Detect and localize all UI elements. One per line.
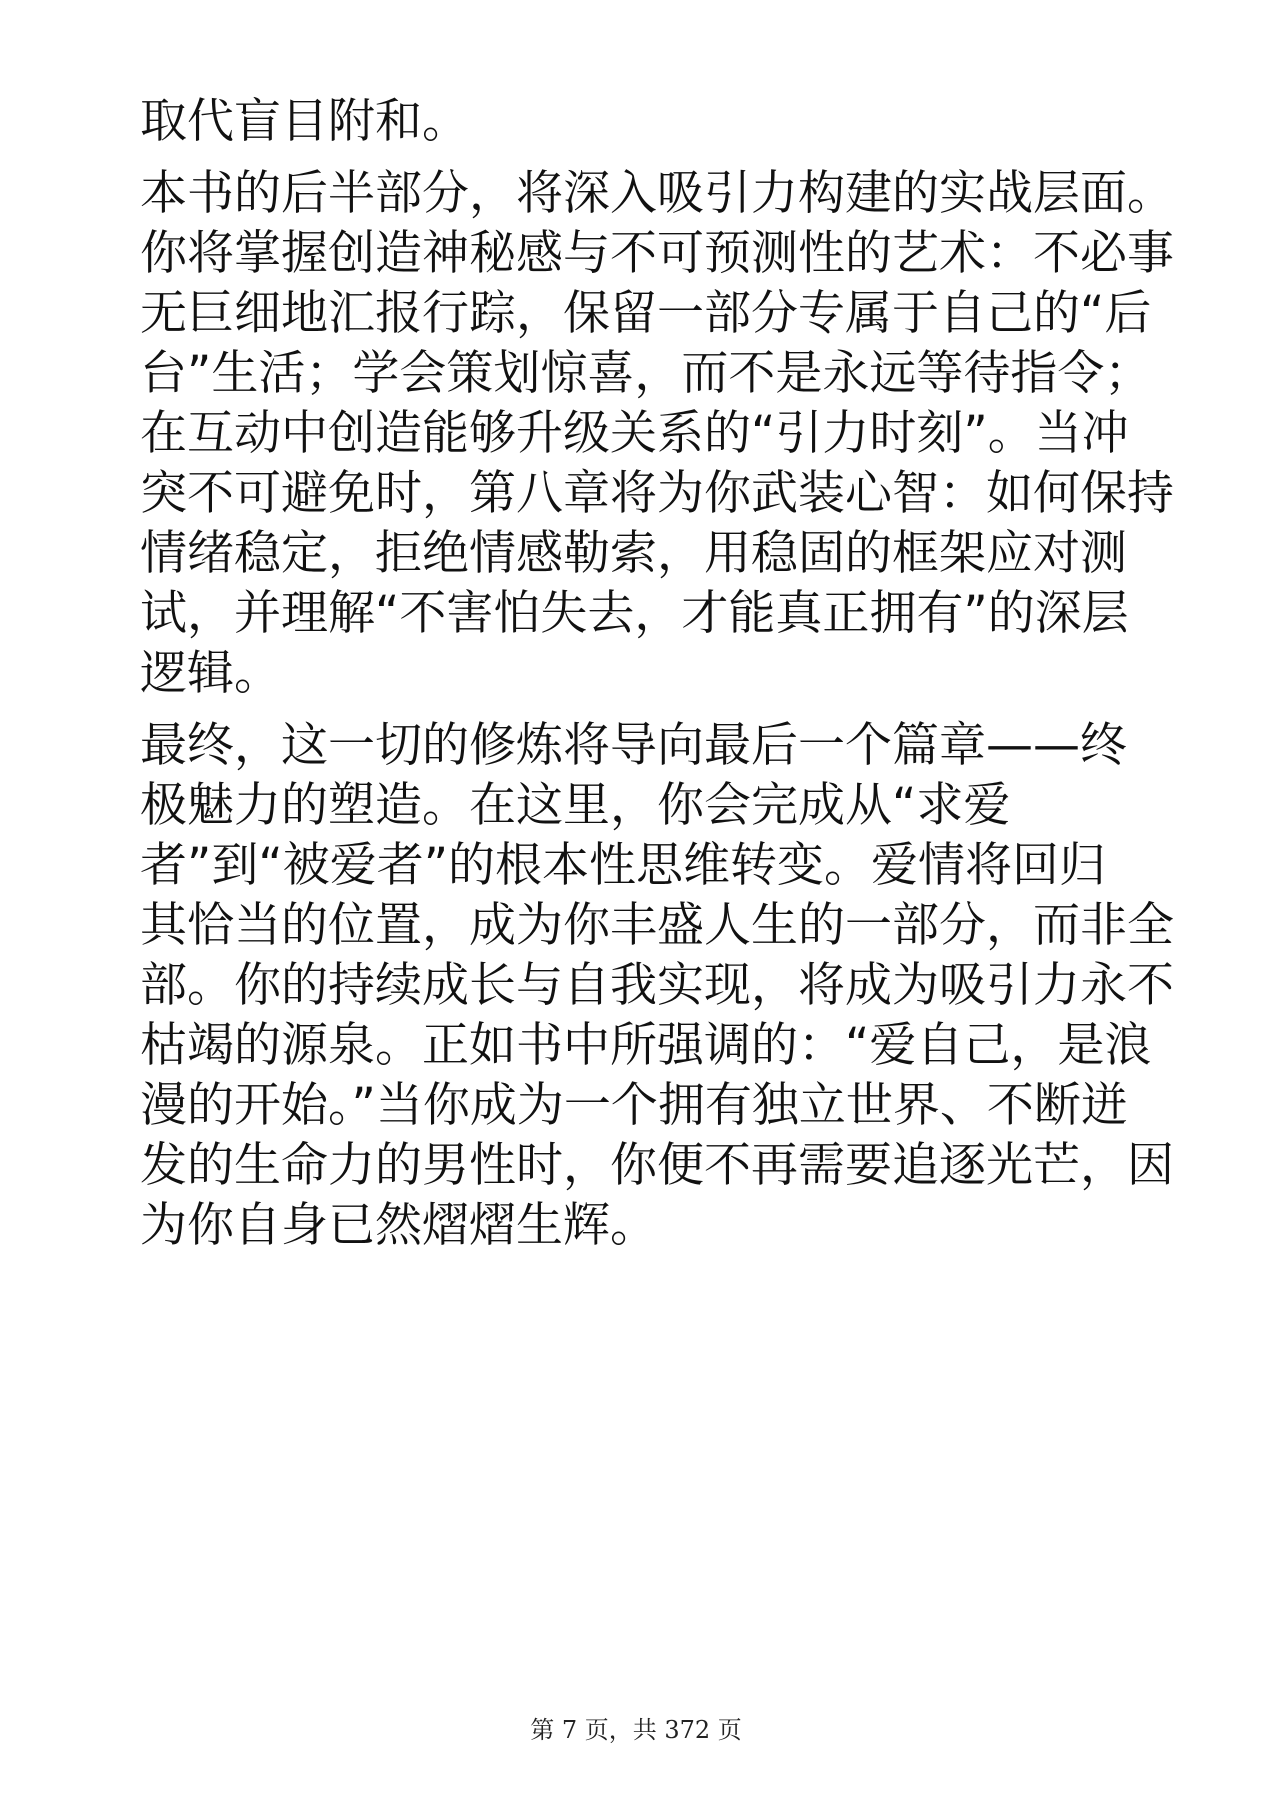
text-line: 枯竭的源泉。正如书中所强调的：“爱自己，是浪	[140, 1018, 1152, 1073]
text-line: 为你自身已然熠熠生辉。	[140, 1198, 657, 1253]
text-line: 其恰当的位置，成为你丰盛人生的一部分，而非全	[140, 898, 1174, 953]
body-text	[140, 92, 1174, 1268]
text-line: 取代盲目附和。	[140, 94, 469, 149]
page-number-footer: 第 7 页，共 372 页	[530, 1716, 742, 1744]
text-line: 无巨细地汇报行踪，保留一部分专属于自己的“后	[140, 286, 1152, 341]
text-line: 情绪稳定，拒绝情感勒索，用稳固的框架应对测	[140, 526, 1127, 581]
text-line: 你将掌握创造神秘感与不可预测性的艺术：不必事	[140, 226, 1174, 281]
text-line: 本书的后半部分，将深入吸引力构建的实战层面。	[140, 166, 1174, 221]
text-line: 者”到“被爱者”的根本性思维转变。爱情将回归	[140, 838, 1107, 893]
text-line: 最终，这一切的修炼将导向最后一个篇章——终	[140, 718, 1127, 773]
text-line: 极魅力的塑造。在这里，你会完成从“求爱	[140, 778, 1011, 833]
text-line: 漫的开始。”当你成为一个拥有独立世界、不断迸	[140, 1078, 1128, 1133]
text-line: 在互动中创造能够升级关系的“引力时刻”。当冲	[140, 406, 1129, 461]
paragraph-2	[140, 164, 1174, 704]
text-line: 逻辑。	[140, 646, 281, 701]
text-line: 突不可避免时，第八章将为你武装心智：如何保持	[140, 466, 1174, 521]
paragraph-1	[140, 92, 1140, 152]
text-line: 试，并理解“不害怕失去，才能真正拥有”的深层	[140, 586, 1129, 641]
text-line: 部。你的持续成长与自我实现，将成为吸引力永不	[140, 958, 1174, 1013]
text-line: 台”生活；学会策划惊喜，而不是永远等待指令；	[140, 346, 1152, 401]
paragraph-3	[140, 716, 1174, 1256]
text-line: 发的生命力的男性时，你便不再需要追逐光芒，因	[140, 1138, 1174, 1193]
